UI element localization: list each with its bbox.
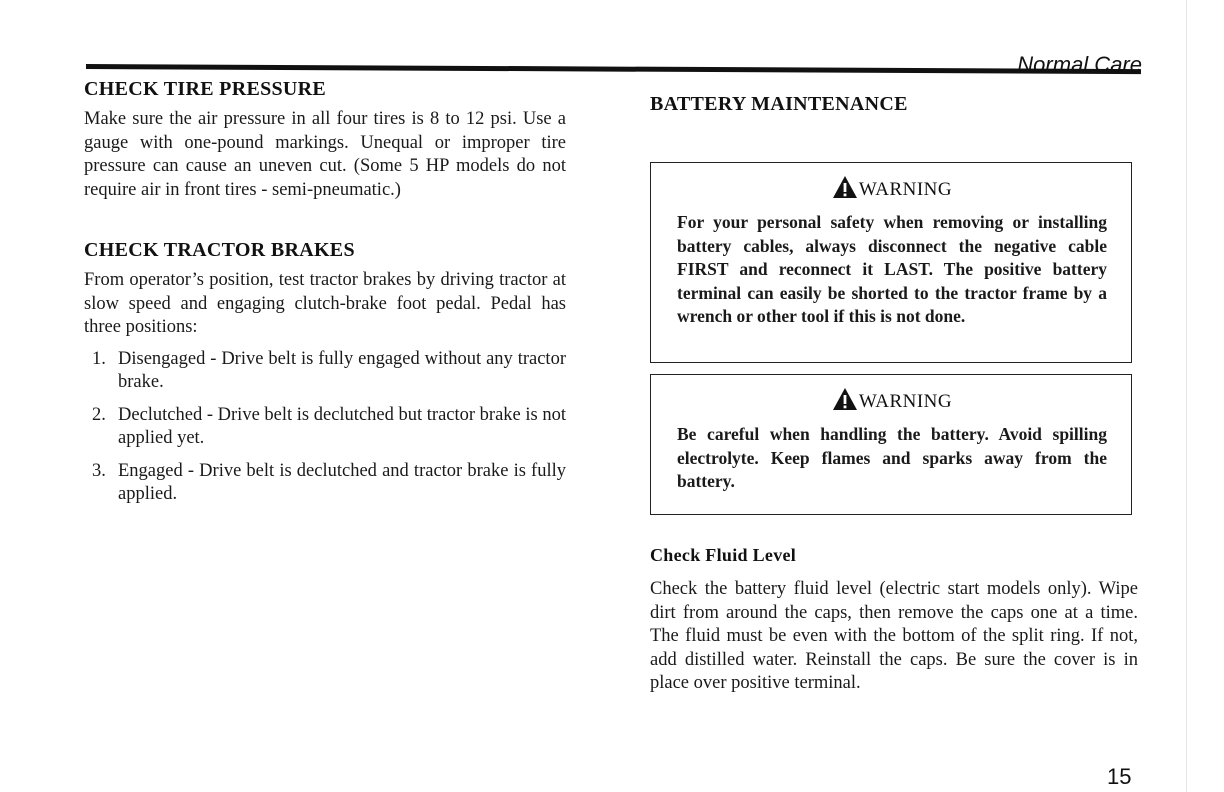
warning-box-electrolyte bbox=[650, 374, 1132, 515]
fluid-level-section bbox=[650, 545, 1138, 696]
list-item bbox=[84, 404, 566, 451]
list-item-text: Disengaged - Drive belt is fully engaged without any tractor brake. bbox=[118, 348, 566, 392]
tractor-brakes-section bbox=[84, 239, 566, 507]
tractor-brakes-heading: CHECK TRACTOR BRAKES bbox=[84, 239, 355, 261]
warning-title bbox=[677, 175, 1107, 205]
list-item bbox=[84, 348, 566, 395]
warning-title bbox=[677, 387, 1107, 417]
tire-pressure-section bbox=[84, 78, 566, 202]
left-column bbox=[84, 78, 566, 516]
list-item-number: 2. bbox=[92, 404, 106, 425]
list-item-text: Declutched - Drive belt is declutched but tractor brake is not applied yet. bbox=[118, 404, 566, 448]
list-item bbox=[84, 460, 566, 507]
battery-maintenance-heading: BATTERY MAINTENANCE bbox=[650, 93, 908, 115]
fluid-level-heading: Check Fluid Level bbox=[650, 545, 797, 565]
running-head: Normal Care bbox=[1017, 52, 1142, 77]
list-item-number: 1. bbox=[92, 348, 106, 369]
right-column bbox=[650, 93, 1138, 696]
header-rule bbox=[86, 64, 1141, 74]
warning-triangle-icon bbox=[832, 387, 858, 417]
warning-text-cables: For your personal safety when removing or installing battery cables, always disconnect the negative cable FIRST and reconnect it LAST. The positive battery terminal can easily be shorted to the tractor frame by a wrench or other tool if this is not done. bbox=[677, 212, 1107, 326]
list-item-number: 3. bbox=[92, 460, 106, 481]
warning-title-text: WARNING bbox=[858, 179, 953, 200]
warning-text-electrolyte: Be careful when handling the battery. Avoid spilling electrolyte. Keep flames and sparks away from the battery. bbox=[677, 424, 1107, 491]
fluid-level-text: Check the battery fluid level (electric start models only). Wipe dirt from around the caps, then remove the caps one at a time. The fluid must be even with the bottom of the split ring. If not, add distilled water. Reinstall the caps. Be sure the cover is in place over positive terminal. bbox=[650, 579, 1138, 693]
tire-pressure-text: Make sure the air pressure in all four tires is 8 to 12 psi. Use a gauge with one-pound markings. Unequal or improper tire pressure can cause an uneven cut. (Some 5 HP models do not require air in front tires - semi-pneumatic.) bbox=[84, 109, 566, 200]
warning-title-text: WARNING bbox=[858, 391, 953, 412]
scan-edge-divider bbox=[1186, 0, 1187, 792]
pedal-positions-list bbox=[84, 348, 566, 507]
tire-pressure-heading: CHECK TIRE PRESSURE bbox=[84, 78, 327, 100]
battery-maintenance-section bbox=[650, 93, 1138, 515]
warning-box-cables bbox=[650, 162, 1132, 363]
page-number: 15 bbox=[1107, 764, 1132, 789]
warning-triangle-icon bbox=[832, 175, 858, 205]
tractor-brakes-text: From operator’s position, test tractor brakes by driving tractor at slow speed and engaging clutch-brake foot pedal. Pedal has three positions: bbox=[84, 270, 566, 337]
list-item-text: Engaged - Drive belt is declutched and tractor brake is fully applied. bbox=[118, 460, 566, 504]
